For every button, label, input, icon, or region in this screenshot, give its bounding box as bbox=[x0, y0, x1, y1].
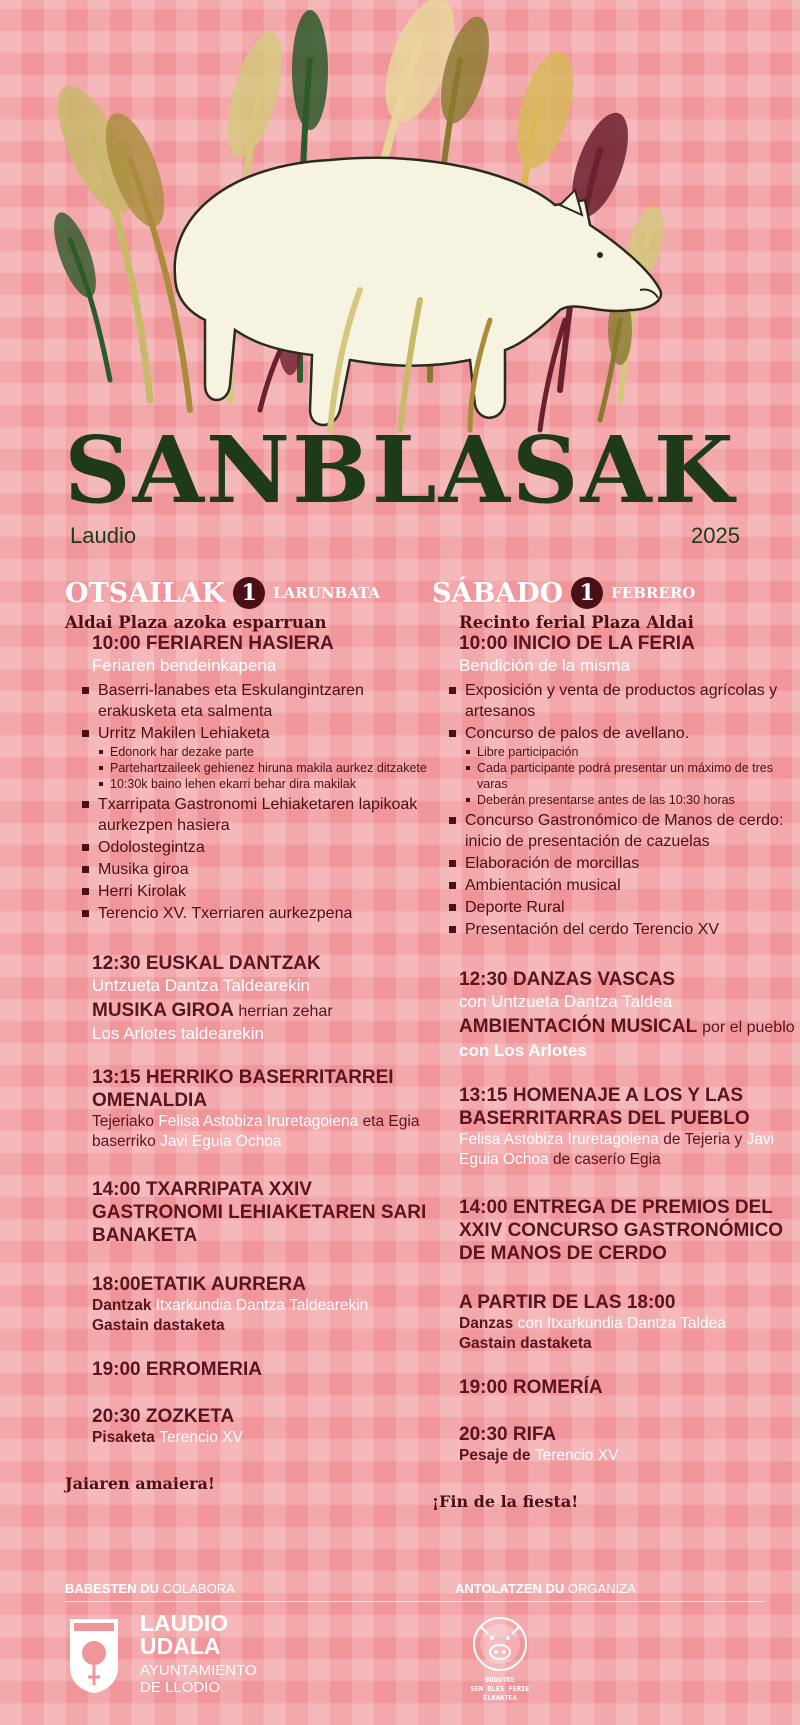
event-1400-title: 14:00 ENTREGA DE PREMIOS DEL XXIV CONCURSO GASTRONÓMICO DE MANOS DE CERDO bbox=[459, 1197, 784, 1264]
sponsor-label-es: COLABORA bbox=[162, 1581, 235, 1596]
opening-title: 10:00 INICIO DE LA FERIA bbox=[459, 633, 695, 654]
list-item: Concurso de palos de avellano. Libre participación Cada participante podrá presentar un máximo de tres varas Deberán presentarse antes de las 10:30 horas bbox=[447, 723, 800, 808]
music-rest: herrian zehar bbox=[238, 1003, 333, 1020]
event-1800-title: A PARTIR DE LAS 18:00 bbox=[459, 1292, 676, 1313]
list-item: Txarripata Gastronomi Lehiaketaren lapikoak aurkezpen hasiera bbox=[80, 794, 435, 836]
list-item: Musika giroa bbox=[80, 859, 435, 880]
list-item: Baserri-lanabes eta Eskulangintzaren erakusketa eta salmenta bbox=[80, 680, 435, 722]
organizer-credit bbox=[455, 1581, 636, 1596]
music-title: AMBIENTACIÓN MUSICAL bbox=[459, 1016, 697, 1037]
music-sub: con Los Arlotes bbox=[459, 1041, 587, 1060]
day-suffix: LARUNBATA bbox=[273, 584, 381, 602]
tasting: Gastain dastaketa bbox=[92, 1317, 225, 1334]
organizer-pig-logo bbox=[450, 1612, 550, 1702]
text-span: Dantzak bbox=[92, 1297, 152, 1314]
place-label: Laudio bbox=[70, 523, 137, 548]
sub-item: Partehartzaileek gehienez hiruna makila aurkez ditzakete bbox=[98, 760, 435, 776]
organizer-label-eu: ANTOLATZEN DU bbox=[455, 1581, 565, 1596]
list-item: Presentación del cerdo Terencio XV bbox=[447, 919, 800, 940]
svg-text:ELKARTEA: ELKARTEA bbox=[483, 1694, 517, 1702]
text-span: de Tejeria y bbox=[663, 1131, 743, 1148]
end-text: Jaiaren amaiera! bbox=[65, 1474, 215, 1493]
list-item: Odolostegintza bbox=[80, 837, 435, 858]
list-item: Ambientación musical bbox=[447, 875, 800, 896]
event-2030-title: 20:30 RIFA bbox=[459, 1424, 557, 1445]
honoree-name: Felisa Astobiza Iruretagoiena bbox=[158, 1113, 359, 1130]
event-1230-title: 12:30 DANZAS VASCAS bbox=[459, 969, 676, 990]
sub-item: Libre participación bbox=[465, 744, 800, 760]
day-suffix: FEBRERO bbox=[611, 584, 696, 602]
svg-text:SEN BLES FERIE: SEN BLES FERIE bbox=[470, 1685, 530, 1693]
list-item: Exposición y venta de productos agrícolas y artesanos bbox=[447, 680, 800, 722]
music-title: MUSIKA GIROA bbox=[92, 1000, 234, 1021]
list-item: Elaboración de morcillas bbox=[447, 853, 800, 874]
event-2030-title: 20:30 ZOZKETA bbox=[92, 1406, 235, 1427]
day-header bbox=[432, 575, 800, 611]
day-header bbox=[65, 575, 435, 611]
event-1315-title: 13:15 HOMENAJE A LOS Y LAS BASERRITARRAS DEL PUEBLO bbox=[459, 1085, 750, 1129]
day-number: 1 bbox=[233, 577, 265, 609]
sponsor-label-eu: BABESTEN DU bbox=[65, 1581, 159, 1596]
poster-title: SANBLASAK bbox=[64, 416, 736, 524]
day-number: 1 bbox=[571, 577, 603, 609]
activity-list bbox=[80, 680, 435, 924]
laudio-name bbox=[140, 1612, 228, 1658]
list-item: Terencio XV. Txerriaren aurkezpena bbox=[80, 903, 435, 924]
sponsor-credit bbox=[65, 1581, 235, 1596]
event-1900-title: 19:00 ROMERÍA bbox=[459, 1377, 603, 1398]
pig-name: Terencio XV bbox=[159, 1429, 243, 1446]
opening-title: 10:00 FERIAREN HASIERA bbox=[92, 633, 334, 654]
honoree-name: Javi Eguia Ochoa bbox=[459, 1131, 775, 1168]
event-1900-title: 19:00 ERROMERIA bbox=[92, 1359, 262, 1380]
text-span: de caserío Egia bbox=[552, 1151, 661, 1168]
text-span: Pesaje de bbox=[459, 1447, 531, 1464]
laudio-subtitle bbox=[140, 1662, 257, 1696]
event-1230-sub: con Untzueta Dantza Taldea bbox=[459, 992, 673, 1011]
year-label: 2025 bbox=[691, 523, 740, 548]
event-1800-title: 18:00ETATIK AURRERA bbox=[92, 1274, 306, 1295]
organizer-label-es: ORGANIZA bbox=[567, 1581, 636, 1596]
laudio-line-2: UDALA bbox=[140, 1633, 221, 1659]
pig-name: Terencio XV bbox=[534, 1447, 619, 1464]
laudio-line-1: LAUDIO bbox=[140, 1610, 229, 1636]
footer-divider bbox=[65, 1601, 765, 1602]
day-prefix: SÁBADO bbox=[432, 577, 564, 609]
text-span: Danzas bbox=[459, 1315, 514, 1332]
basque-column bbox=[65, 575, 435, 1493]
text-span: eta Egia baserriko bbox=[92, 1113, 420, 1150]
honoree-name: Felisa Astobiza Iruretagoiena bbox=[459, 1131, 659, 1148]
text-span: Tejeriako bbox=[92, 1113, 155, 1130]
honoree-name: Javi Eguia Ochoa bbox=[160, 1133, 282, 1150]
opening-sub: Bendición de la misma bbox=[459, 656, 631, 675]
list-item: Herri Kirolak bbox=[80, 881, 435, 902]
spanish-column bbox=[432, 575, 800, 1511]
music-sub: Los Arlotes taldearekin bbox=[92, 1024, 264, 1043]
event-1230-sub: Untzueta Dantza Taldearekin bbox=[92, 976, 310, 995]
event-1400-title: 14:00 TXARRIPATA XXIV GASTRONOMI LEHIAKETAREN SARI BANAKETA bbox=[92, 1179, 427, 1246]
dance-group: Itxarkundia Dantza Taldearekin bbox=[155, 1297, 369, 1314]
venue: Recinto ferial Plaza Aldai bbox=[459, 613, 694, 632]
opening-sub: Feriaren bendeinkapena bbox=[92, 656, 277, 675]
end-text: ¡Fin de la fiesta! bbox=[432, 1492, 579, 1511]
day-prefix: OTSAILAK bbox=[65, 577, 226, 609]
laudio-sub-2: DE LLODIO bbox=[140, 1679, 221, 1696]
dance-group: con Itxarkundia Dantza Taldea bbox=[517, 1315, 726, 1332]
activity-list bbox=[447, 680, 800, 940]
laudio-sub-1: AYUNTAMIENTO bbox=[140, 1662, 257, 1679]
org-logo-text: BUDUTRE bbox=[485, 1676, 515, 1684]
list-item: Deporte Rural bbox=[447, 897, 800, 918]
sub-item: Deberán presentarse antes de las 10:30 horas bbox=[465, 792, 800, 808]
venue: Aldai Plaza azoka esparruan bbox=[65, 613, 327, 632]
sub-item: 10:30k baino lehen ekarri behar dira makilak bbox=[98, 776, 435, 792]
list-item: Concurso Gastronómico de Manos de cerdo: inicio de presentación de cazuelas bbox=[447, 810, 800, 852]
event-1315-title: 13:15 HERRIKO BASERRITARREI OMENALDIA bbox=[92, 1067, 394, 1111]
music-rest: por el pueblo bbox=[702, 1019, 795, 1036]
laudio-shield-logo bbox=[68, 1615, 120, 1695]
event-1230-title: 12:30 EUSKAL DANTZAK bbox=[92, 953, 321, 974]
text-span: Pisaketa bbox=[92, 1429, 155, 1446]
boar-illustration bbox=[0, 0, 800, 450]
list-item: Urritz Makilen Lehiaketa Edonork har dezake parte Partehartzaileek gehienez hiruna makila aurkez ditzakete 10:30k baino lehen ekarri behar dira makilak bbox=[80, 723, 435, 792]
sub-item: Cada participante podrá presentar un máximo de tres varas bbox=[465, 760, 800, 792]
tasting: Gastain dastaketa bbox=[459, 1335, 592, 1352]
sub-item: Edonork har dezake parte bbox=[98, 744, 435, 760]
